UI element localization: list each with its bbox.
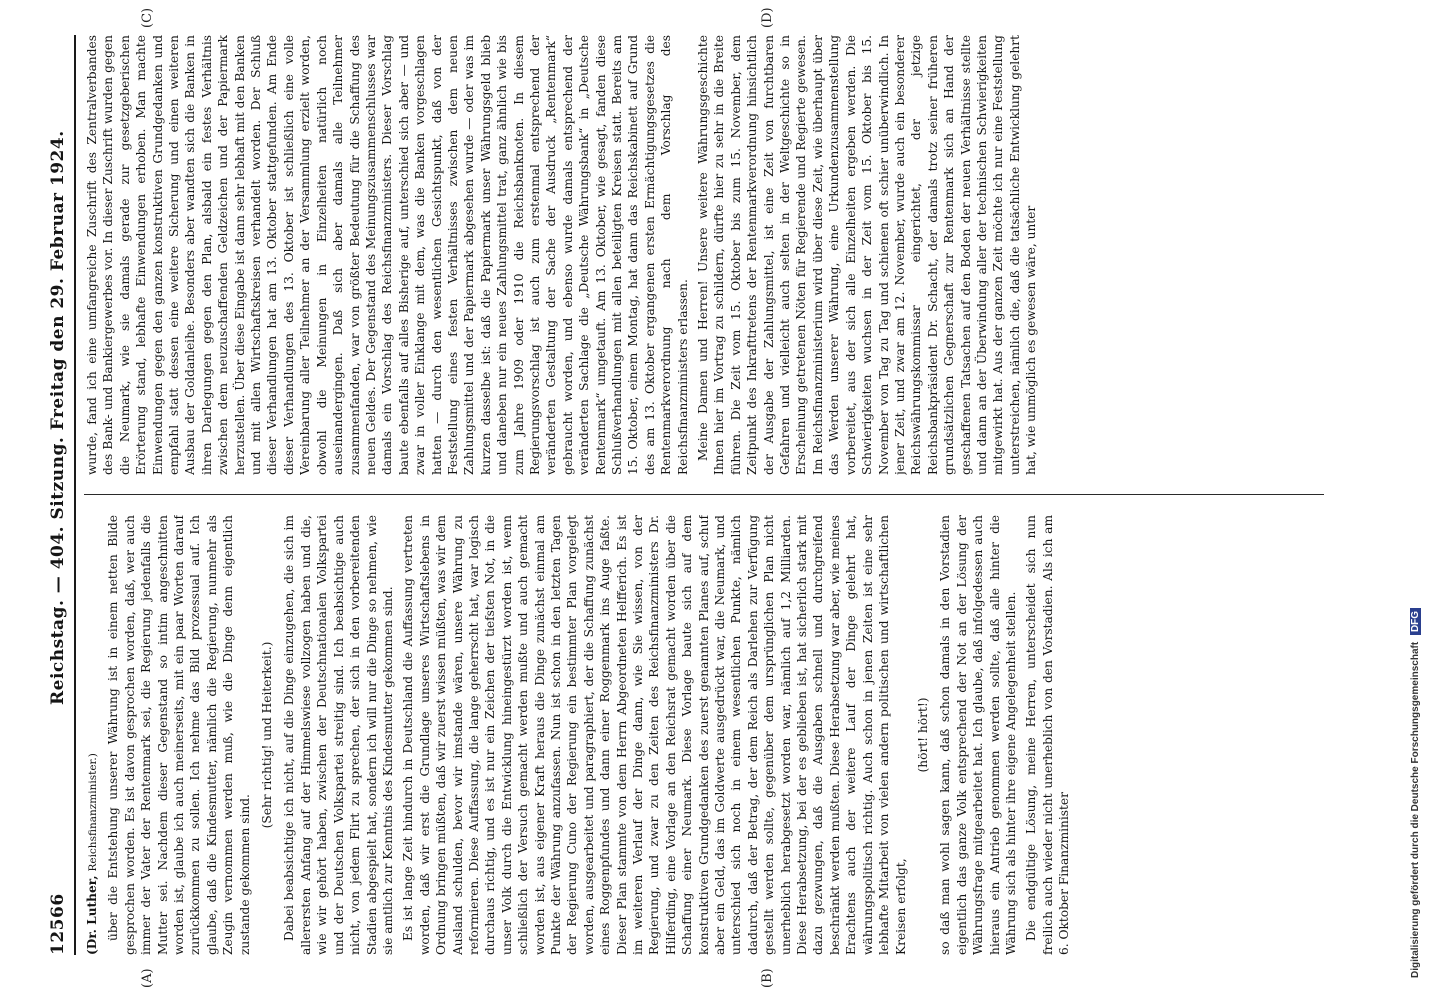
speaker-role: Reichsfinanzminister.)	[87, 753, 99, 872]
dfg-logo: DFG	[1410, 608, 1421, 635]
page-title: Reichstag. — 404. Sitzung. Freitag den 29. Februar 1924.	[48, 130, 68, 705]
margin-label-a: (A)	[140, 968, 155, 988]
margin-label-c: (C)	[140, 7, 155, 28]
paragraph: über die Entstehung unserer Währung ist in einem netten Bilde gesprochen worden. Es ist davon gesprochen worden, daß, wer auch immer der Vater der Rentenmark sei, die Regierung jedenfalls die Mutter sei. Nachdem dieser Gegenstand so intim angeschnitten worden ist, glaube ich auch meinerseits, mit ein paar Worten darauf zurückkommen zu sollen. Ich nehme das Bild prozessual auf. Ich glaube, daß die Kindesmutter, nämlich die Regierung, nunmehr als Zeugin vernommen werden muß, wie die Dinge denn eigentlich zustande gekommen sind.	[106, 515, 252, 955]
column-divider	[84, 494, 1324, 495]
paragraph: so daß man wohl sagen kann, daß schon damals in den Vorstadien eigentlich das ganze Volk entsprechend der Not an der Lösung der Währungsfrage mitgearbeitet hat. Ich glaube, daß infolgedessen auch hieraus ein Antrieb genommen werden sollte, daß alle hinter die Währung sich als hinter ihre eigene Angelegenheit stellen.	[938, 515, 1018, 955]
paragraph: Es ist lange Zeit hindurch in Deutschland die Auffassung vertreten worden, daß wir erst die Grundlage unseres Wirtschaftslebens in Ordnung bringen müßten, daß wir zuerst wissen müßten, was wir dem Ausland schulden, bevor wir imstande wären, unsere Währung zu reformieren. Diese Auffassung, die lange geherrscht hat, war logisch durchaus richtig, und es ist nur ein Zeichen der tiefsten Not, in die unser Volk durch die Entwicklung hineingestürzt worden ist, wenn schließlich der Versuch gemacht werden mußte und auch gemacht worden ist, aus eigener Kraft heraus die Dinge zunächst einmal am Punkte der Währung anzufassen. Nun ist schon in den letzten Tagen der Regierung Cuno der Regierung ein bestimmter Plan vorgelegt worden, ausgearbeitet und paragraphiert, der die Schaffung zunächst eines Roggenpfundes und dann einer Roggenmark ins Auge faßte. Dieser Plan stammte von dem Herrn Abgeordneten Helfferich. Es ist im weiteren Verlauf der Dinge dann, wie Sie wissen, von der Regierung, und zwar zu den Zeiten des Reichsfinanzministers Dr. Hilferding, eine Vorlage an den Reichsrat gemacht worden über die Schaffung einer Neumark. Diese Vorlage baute sich auf dem konstruktiven Grundgedanken des zuerst genannten Planes auf, schuf aber ein Geld, das im Goldwerte ausgedrückt war, die Neumark, und unterschied sich noch in einem wesentlichen Punkte, nämlich dadurch, daß der Betrag, der dem Reich als Darlehen zur Verfügung gestellt werden sollte, gegenüber dem ursprünglichen Plan nicht unerheblich herabgesetzt worden war, nämlich auf 1,2 Milliarden. Diese Herabsetzung, bei der es geblieben ist, hat sicherlich stark mit dazu gezwungen, daß die Ausgaben schnell und durchgreifend beschränkt werden mußten. Diese Herabsetzung war aber, wie meines Erachtens auch der weitere Lauf der Dinge gelehrt hat, währungspolitisch richtig. Auch schon in jenen Zeiten ist eine sehr lebhafte Mitarbeit von vielen andern politischen und wirtschaftlichen Kreisen erfolgt,	[401, 515, 908, 955]
paragraph: wurde, fand ich eine umfangreiche Zuschrift des Zentralverbandes des Bank- und Bankiergewerbes vor. In dieser Zuschrift wurden gegen die Neumark, wie sie damals gerade zur gesetzgeberischen Erörterung stand, lebhafte Einwendungen erhoben. Man machte Einwendungen gegen den ganzen konstruktiven Grundgedanken und empfahl statt dessen eine weitere Sicherung und einen weiteren Ausbau der Goldanleihe. Besonders aber wandten sich die Banken in ihren Darlegungen gegen den Plan, alsbald ein festes Verhältnis zwischen dem neuzuschaffenden Geldzeichen und der Papiermark herzustellen. Über diese Eingabe ist dann sehr lebhaft mit den Banken und mit allen Wirtschaftskreisen verhandelt worden. Der Schluß dieser Verhandlungen hat am 13. Oktober stattgefunden. Am Ende dieser Verhandlungen des 13. Oktober ist schließlich eine volle Vereinbarung aller Teilnehmer an der Versammlung erzielt worden, obwohl die Meinungen in Einzelheiten natürlich noch auseinandergingen. Daß sich aber damals alle Teilnehmer zusammenfanden, war von größter Bedeutung für die Schaffung des neuen Geldes. Der Gegenstand des Meinungszusammenschlusses war damals ein Vorschlag des Reichsfinanzministers. Dieser Vorschlag baute ebenfalls auf alles Bisherige auf, unterschied sich aber — und zwar in voller Einklange mit dem, was die Banken vorgeschlagen hatten — durch den wesentlichen Gesichtspunkt, daß von der Feststellung eines festen Verhältnisses zwischen dem neuen Zahlungsmittel und der Papiermark abgesehen wurde — oder was im kurzen dasselbe ist: daß die Papiermark unser Währungsgeld blieb und daneben nur ein neues Zahlungsmittel trat, ganz ähnlich wie bis zum Jahre 1909 oder 1910 die Reichsbanknoten. In diesem Regierungsvorschlag ist auch zum erstenmal entsprechend der veränderten Gestaltung der Sache der Ausdruck „Rentenmark“ gebraucht worden, und ebenso wurde damals entsprechend der veränderten Sachlage die „Deutsche Währungsbank“ in „Deutsche Rentenmark“ umgetauft. Am 13. Oktober, wie gesagt, fanden diese Schlußverhandlungen mit allen beteiligten Kreisen statt. Bereits am 15. Oktober, einem Montag, hat dann das Reichskabinett auf Grund des am 13. Oktober ergangenen ersten Ermächtigungsgesetzes die Rentenmarkverordnung nach dem Vorschlag des Reichsfinanzministers erlassen.	[85, 35, 690, 475]
page-number: 12566	[48, 893, 68, 955]
digitization-credit	[1410, 18, 1430, 978]
speaker-name: (Dr. Luther,	[85, 875, 99, 955]
right-column	[84, 35, 1334, 475]
left-column	[84, 515, 1334, 955]
interjection: (Sehr richtig! und Heiterkeit.)	[260, 641, 275, 829]
margin-label-b: (B)	[760, 968, 775, 988]
page-header	[40, 35, 76, 955]
paragraph: Dabei beabsichtige ich nicht, auf die Dinge einzugehen, die sich im allerersten Anfang auf der Himmelswiese vollzogen haben und die, wie wir gehört haben, zwischen der Deutschnationalen Volkspartei und der Deutschen Volkspartei streitig sind. Ich beabsichtige auch nicht, von jedem Flirt zu sprechen, der sich in den vorbereitenden Stadien abgespielt hat, sondern ich will nur die Dinge so nehmen, wie sie amtlich zur Kenntnis des Kindesmutter gekommen sind.	[282, 515, 395, 955]
credit-text: Digitalisierung gefördert durch die Deutsche Forschungsgemeinschaft	[1410, 641, 1421, 978]
paragraph: Die endgültige Lösung, meine Herren, unterscheidet sich nun freilich auch wieder nicht unerheblich von den Vorstadien. Als ich am 6. Oktober Finanzminister	[1024, 515, 1072, 955]
speaker-line	[84, 515, 101, 955]
paragraph: Meine Damen und Herren! Unsere weitere Währungsgeschichte Ihnen hier im Vortrag zu schildern, dürfte hier zu sehr in die Breite führen. Die Zeit vom 15. Oktober bis zum 15. November, dem Zeitpunkt des Inkrafttretens der Rentenmarkverordnung hinsichtlich der Ausgabe der Zahlungsmittel, ist eine Zeit von furchtbaren Gefahren und vielleicht auch selten in der Weltgeschichte so in Erscheinung getretenen Nöten für Regierende und Regierte gewesen. Im Reichsfinanzministerium wird über diese Zeit, wie überhaupt über das Werden unserer Währung, eine Urkundenzusammenstellung vorbereitet, aus der sich alle Einzelheiten ergeben werden. Die Schwierigkeiten wuchsen in der Zeit vom 15. Oktober bis 15. November von Tag zu Tag und schienen oft schier unüberwindlich. In jener Zeit, und zwar am 12. November, wurde auch ein besonderer Reichswährungskommissar eingerichtet, der jetzige Reichsbankpräsident Dr. Schacht, der damals trotz seiner früheren grundsätzlichen Gegnerschaft zur Rentenmark sich an Hand der geschaffenen Tatsachen auf den Boden der neuen Verhältnisse stellte und dann an der Überwindung aller der technischen Schwierigkeiten mitgewirkt hat. Aus der ganzen Zeit möchte ich nur eine Feststellung unterstreichen, nämlich die, daß die tatsächliche Entwicklung gelehrt hat, wie unmöglich es gewesen wäre, unter	[696, 35, 1039, 475]
margin-label-d: (D)	[760, 7, 775, 28]
interjection: (hört! hört!)	[915, 697, 930, 773]
